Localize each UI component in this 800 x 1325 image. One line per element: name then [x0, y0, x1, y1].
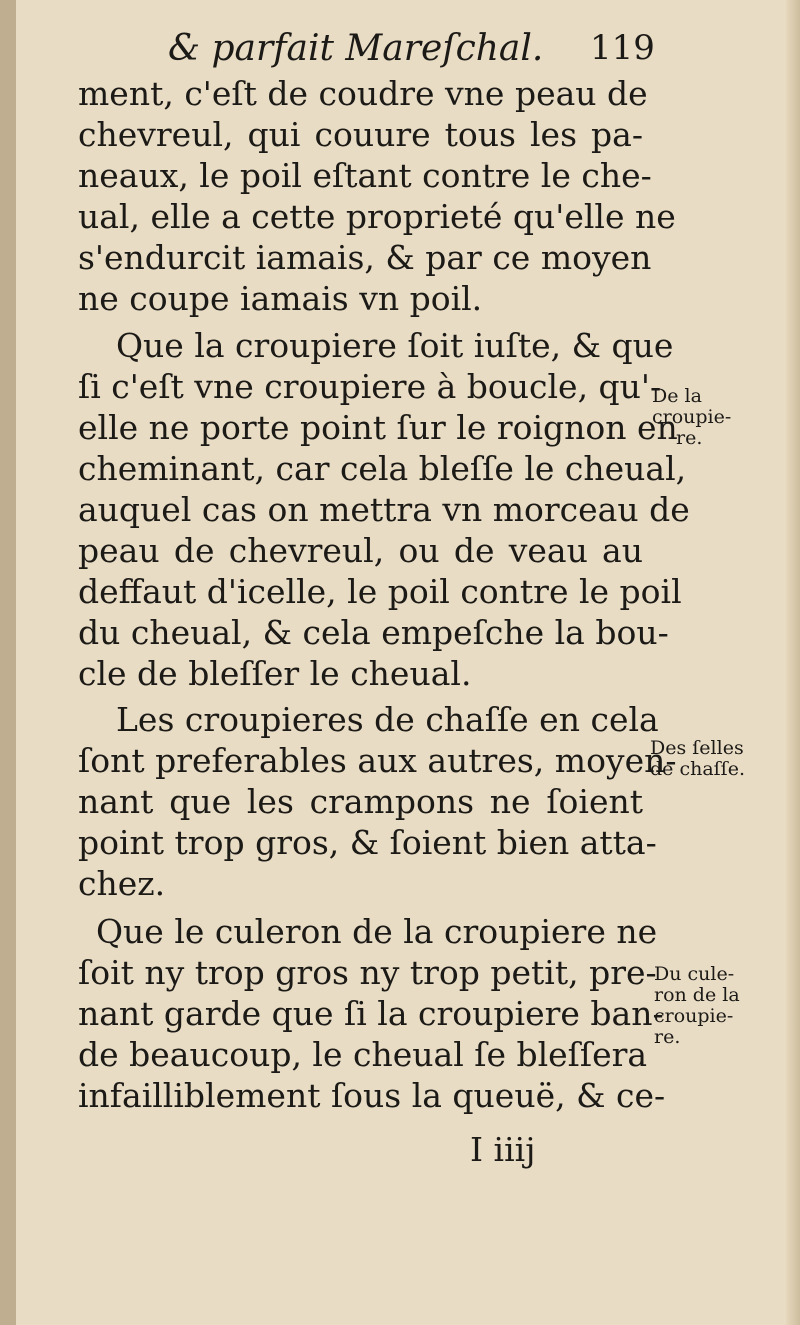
margin-note-croupiere-3: re. — [676, 427, 703, 449]
text-line-20: chez. — [78, 864, 166, 903]
signature-mark: I iiij — [470, 1130, 536, 1169]
text-line-1: ment, c'eſt de coudre vne peau de — [78, 74, 648, 113]
text-line-8: ſi c'eſt vne croupiere à boucle, qu'- — [78, 367, 662, 406]
text-line-24: de beaucoup, le cheual ſe bleſſera — [78, 1035, 648, 1074]
text-line-16: Les croupieres de chaſſe en cela — [116, 700, 659, 739]
text-line-6: ne coupe iamais vn poil. — [78, 279, 483, 318]
margin-note-culeron-3: croupie- — [654, 1005, 734, 1027]
text-line-19: point trop gros, & ſoient bien atta- — [78, 823, 657, 862]
running-head-title: & parfait Mareſchal. — [168, 28, 544, 69]
margin-note-croupiere-1: De la — [652, 385, 702, 407]
text-line-21: Que le culeron de la croupiere ne — [96, 912, 658, 951]
margin-note-culeron-1: Du cule- — [654, 963, 735, 985]
margin-note-culeron-4: re. — [654, 1026, 681, 1048]
margin-note-selles-2: de chaſſe. — [650, 758, 745, 780]
text-line-4: ual, elle a cette proprieté qu'elle ne — [78, 197, 676, 236]
margin-note-croupiere-2: croupie- — [652, 406, 732, 428]
text-line-5: s'endurcit iamais, & par ce moyen — [78, 238, 652, 277]
text-line-18: nant que les crampons ne ſoient — [78, 782, 643, 821]
text-line-15: cle de bleſſer le cheual. — [78, 654, 472, 693]
text-line-3: neaux, le poil eſtant contre le che- — [78, 156, 652, 195]
text-line-11: auquel cas on mettra vn morceau de — [78, 490, 690, 529]
text-line-22: ſoit ny trop gros ny trop petit, pre- — [78, 953, 657, 992]
text-line-17: ſont preferables aux autres, moyen- — [78, 741, 677, 780]
text-line-7: Que la croupiere ſoit iuſte, & que — [116, 326, 674, 365]
text-line-10: cheminant, car cela bleſſe le cheual, — [78, 449, 687, 488]
text-line-13: deffaut d'icelle, le poil contre le poil — [78, 572, 682, 611]
text-line-14: du cheual, & cela empeſche la bou- — [78, 613, 669, 652]
text-line-9: elle ne porte point ſur le roignon en — [78, 408, 678, 447]
text-line-12: peau de chevreul, ou de veau au — [78, 531, 643, 570]
text-line-25: infailliblement ſous la queuë, & ce- — [78, 1076, 666, 1115]
text-line-23: nant garde que ſi la croupiere ban- — [78, 994, 664, 1033]
margin-note-culeron-2: ron de la — [654, 984, 740, 1006]
margin-note-selles-1: Des ſelles — [650, 737, 744, 759]
text-line-2: chevreul, qui couure tous les pa- — [78, 115, 643, 154]
page-edge — [786, 0, 800, 1325]
page-gutter — [0, 0, 16, 1325]
page-number: 119 — [590, 28, 655, 68]
